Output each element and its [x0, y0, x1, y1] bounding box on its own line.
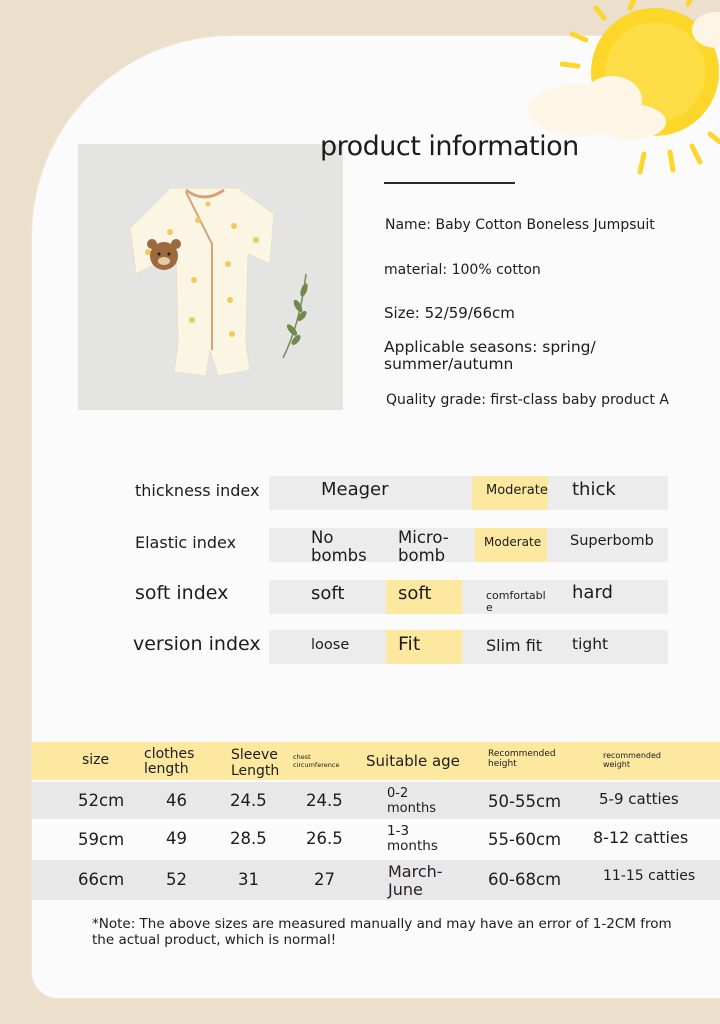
table-cell: 11-15 catties	[603, 868, 696, 884]
table-cell: 0-2 months	[387, 786, 436, 816]
index-option: Micro-bomb	[398, 528, 449, 565]
table-cell: 26.5	[306, 829, 343, 848]
table-cell: 31	[238, 870, 259, 889]
table-cell: 8-12 catties	[593, 828, 689, 847]
info-size: Size: 52/59/66cm	[384, 304, 515, 322]
index-label-thickness: thickness index	[135, 481, 260, 500]
index-label-version: version index	[133, 633, 261, 655]
table-cell: 49	[166, 829, 187, 848]
info-material: material: 100% cotton	[384, 262, 541, 278]
table-cell: 52	[166, 870, 187, 889]
index-option: thick	[572, 479, 616, 500]
index-option: loose	[311, 637, 350, 653]
table-cell: 55-60cm	[488, 830, 562, 849]
page-title: product information	[320, 131, 579, 162]
index-option-selected: soft	[398, 583, 432, 604]
table-cell: 59cm	[78, 830, 125, 849]
size-note: *Note: The above sizes are measured manually and may have an error of 1-2CM from the actual product, which is normal!	[92, 916, 672, 948]
index-option: tight	[572, 635, 609, 653]
info-name: Name: Baby Cotton Boneless Jumpsuit	[385, 217, 655, 233]
index-option: Meager	[321, 479, 389, 500]
table-cell: 24.5	[230, 791, 267, 810]
index-option: soft	[311, 583, 345, 604]
table-cell: 27	[314, 870, 335, 889]
table-header	[32, 742, 720, 780]
table-cell: 66cm	[78, 870, 125, 889]
index-option-selected: Moderate	[486, 483, 548, 498]
index-option: comfortable	[486, 589, 546, 614]
table-cell: 1-3 months	[387, 823, 438, 854]
table-row	[32, 860, 720, 900]
column-header: clothes length	[144, 746, 195, 777]
table-row	[32, 821, 720, 858]
table-cell: 46	[166, 791, 187, 810]
index-option: No bombs	[311, 528, 367, 565]
table-cell: 50-55cm	[488, 792, 562, 811]
table-cell: March-June	[388, 862, 443, 899]
column-header: Sleeve Length	[231, 747, 280, 779]
index-option: hard	[572, 582, 613, 603]
table-cell: 28.5	[230, 829, 267, 848]
table-cell: 60-68cm	[488, 870, 562, 889]
index-label-soft: soft index	[135, 582, 229, 604]
index-option-selected: Moderate	[484, 535, 542, 549]
table-cell: 24.5	[306, 791, 343, 810]
title-divider	[384, 182, 515, 184]
info-seasons: Applicable seasons: spring/ summer/autumn	[384, 338, 596, 373]
table-cell: 5-9 catties	[599, 790, 679, 808]
table-row	[32, 782, 720, 819]
column-header: Suitable age	[366, 752, 460, 770]
column-header: recommended weight	[603, 751, 661, 769]
index-option: Slim fit	[486, 636, 543, 655]
column-header: Recommended height	[488, 749, 556, 769]
index-option: Superbomb	[570, 533, 654, 549]
index-label-elastic: Elastic index	[135, 533, 237, 552]
product-photo	[78, 144, 343, 410]
index-option-selected: Fit	[398, 633, 421, 655]
column-header: size	[82, 752, 110, 768]
info-quality: Quality grade: first-class baby product A	[386, 392, 669, 408]
column-header: chest circumference	[293, 753, 340, 769]
table-cell: 52cm	[78, 791, 125, 810]
